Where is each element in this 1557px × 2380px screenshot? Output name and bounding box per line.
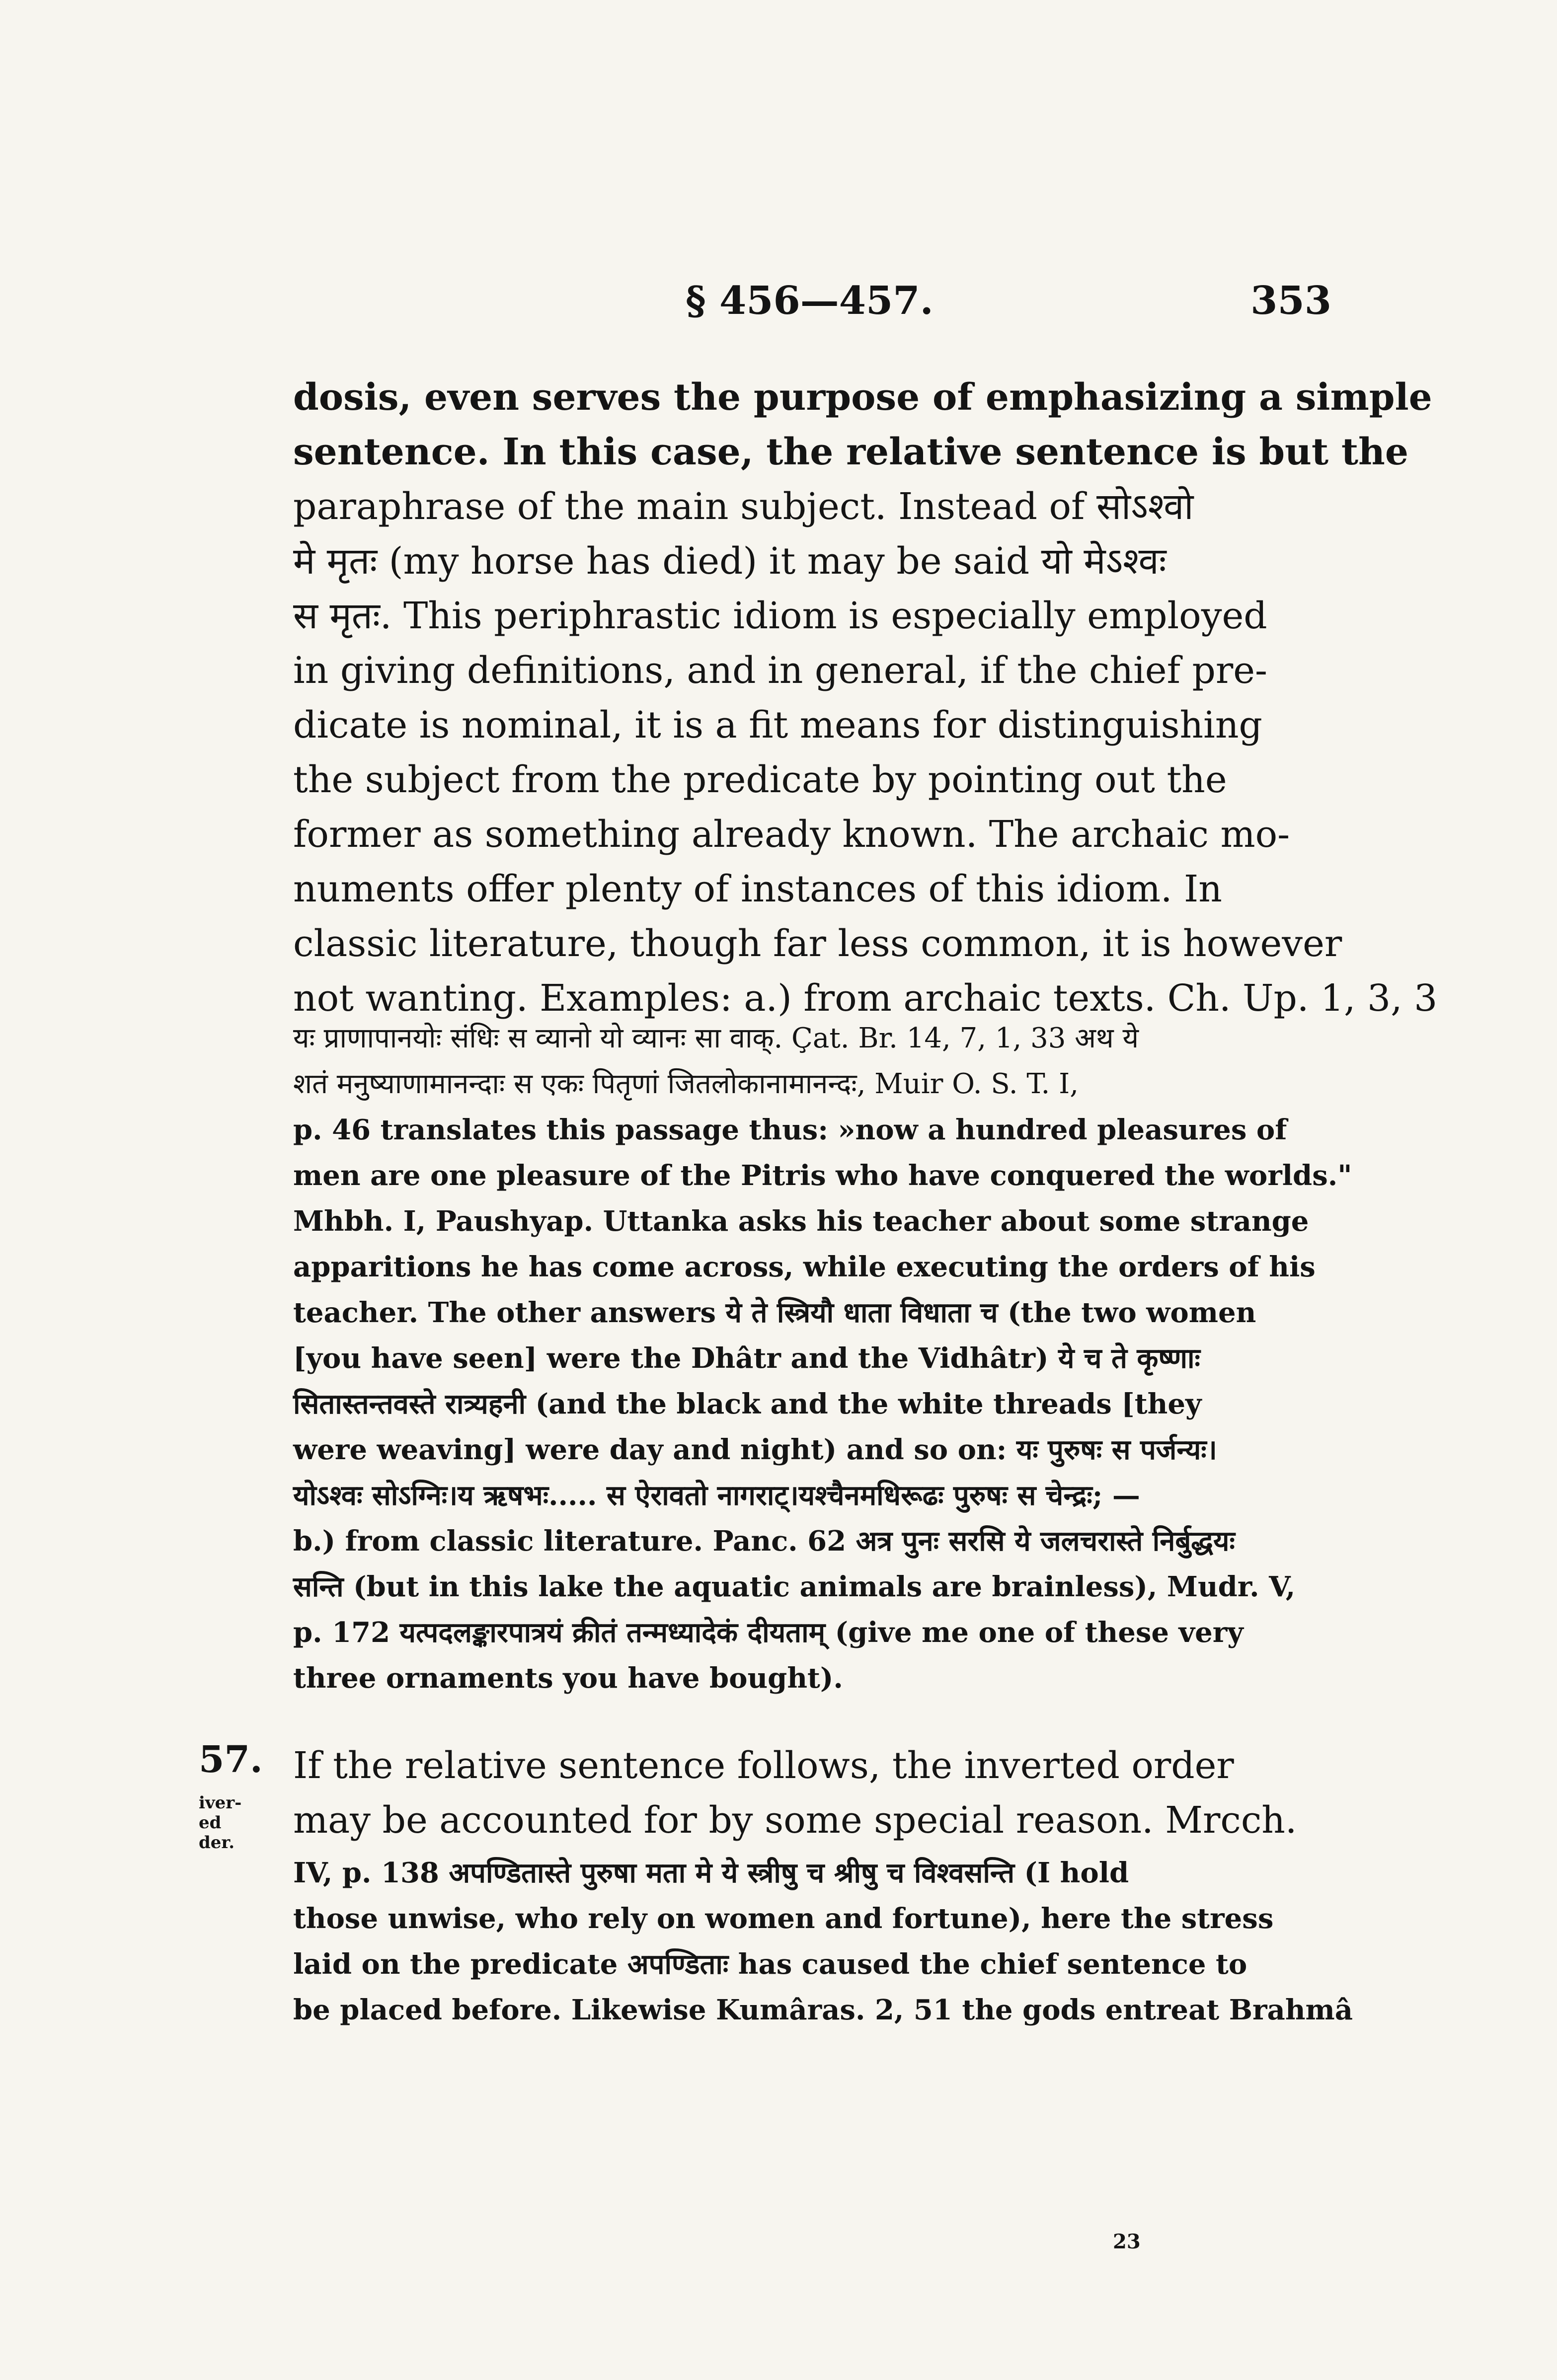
margin-note-line: ed xyxy=(199,1813,222,1833)
example-line: सन्ति (but in this lake the aquatic animals are brainless), Mudr. V, xyxy=(293,1570,1296,1603)
margin-note xyxy=(199,1793,241,1853)
text-line: may be accounted for by some special reason. Mrcch. xyxy=(293,1799,1297,1842)
page-header xyxy=(686,278,1331,333)
example-line: Mhbh. I, Paushyap. Uttanka asks his teacher about some strange xyxy=(293,1205,1309,1238)
example-line: [you have seen] were the Dhâtr and the Vidhâtr) ये च ते कृष्णाः xyxy=(293,1342,1200,1375)
example-line: b.) from classic literature. Panc. 62 अत्र पुनः सरसि ये जलचरास्ते निर्बुद्धयः xyxy=(293,1525,1235,1558)
example-line: p. 172 यत्पदलङ्कारपात्रयं क्रीतं तन्मध्यादेकं दीयताम् (give me one of these very xyxy=(293,1616,1244,1649)
text-line: classic literature, though far less common, it is however xyxy=(293,922,1342,965)
example-line: men are one pleasure of the Pitris who have conquered the worlds." xyxy=(293,1159,1352,1192)
section-number: 57. xyxy=(199,1738,263,1781)
margin-note-line: der. xyxy=(199,1833,235,1853)
page-number: 353 xyxy=(1250,278,1331,323)
text-line: former as something already known. The archaic mo- xyxy=(293,813,1290,856)
text-line: dicate is nominal, it is a fit means for distinguishing xyxy=(293,704,1262,746)
example-line: were weaving] were day and night) and so on: यः पुरुषः स पर्जन्यः। xyxy=(293,1433,1217,1466)
text-line: paraphrase of the main subject. Instead of सोऽश्वो xyxy=(293,485,1194,528)
text-line: not wanting. Examples: a.) from archaic texts. Ch. Up. 1, 3, 3 xyxy=(293,977,1438,1020)
example-line: p. 46 translates this passage thus: »now a hundred pleasures of xyxy=(293,1114,1287,1146)
text-line: If the relative sentence follows, the inverted order xyxy=(293,1744,1234,1787)
text-line: IV, p. 138 अपण्डितास्ते पुरुषा मता मे ये स्त्रीषु च श्रीषु च विश्वसन्ति (I hold xyxy=(293,1857,1129,1889)
text-line: those unwise, who rely on women and fortune), here the stress xyxy=(293,1902,1274,1935)
example-line: सितास्तन्तवस्ते रात्र्यहनी (and the black and the white threads [they xyxy=(293,1388,1202,1420)
text-line: मे मृतः (my horse has died) it may be said यो मेऽश्वः xyxy=(293,540,1167,583)
example-line: teacher. The other answers ये ते स्त्रियौ धाता विधाता च (the two women xyxy=(293,1296,1256,1329)
section-reference: § 456—457. xyxy=(686,278,934,323)
text-line: be placed before. Likewise Kumâras. 2, 51 the gods entreat Brahmâ xyxy=(293,1994,1353,2026)
text-line: laid on the predicate अपण्डिताः has caused the chief sentence to xyxy=(293,1948,1247,1981)
text-line: स मृतः. This periphrastic idiom is especially employed xyxy=(293,595,1267,637)
example-line: शतं मनुष्याणामानन्दाः स एकः पितृणां जितलोकानामानन्दः, Muir O. S. T. I, xyxy=(293,1068,1079,1100)
text-line: the subject from the predicate by pointing out the xyxy=(293,758,1227,801)
text-line: in giving definitions, and in general, if the chief pre- xyxy=(293,649,1268,692)
example-line: योऽश्वः सोऽग्निः।य ऋषभः..... स ऐरावतो नागराट्।यश्चैनमधिरूढः पुरुषः स चेन्द्रः; — xyxy=(293,1479,1140,1512)
signature-mark: 23 xyxy=(1113,2230,1141,2253)
example-line: three ornaments you have bought). xyxy=(293,1662,843,1695)
example-line: apparitions he has come across, while executing the orders of his xyxy=(293,1251,1316,1283)
text-line: sentence. In this case, the relative sentence is but the xyxy=(293,431,1408,473)
example-line: यः प्राणापानयोः संधिः स व्यानो यो व्यानः सा वाक्. Çat. Br. 14, 7, 1, 33 अथ ये xyxy=(293,1022,1139,1054)
text-line: numents offer plenty of instances of this idiom. In xyxy=(293,868,1222,910)
text-line: dosis, even serves the purpose of emphasizing a simple xyxy=(293,376,1432,419)
margin-note-line: iver- xyxy=(199,1793,242,1813)
